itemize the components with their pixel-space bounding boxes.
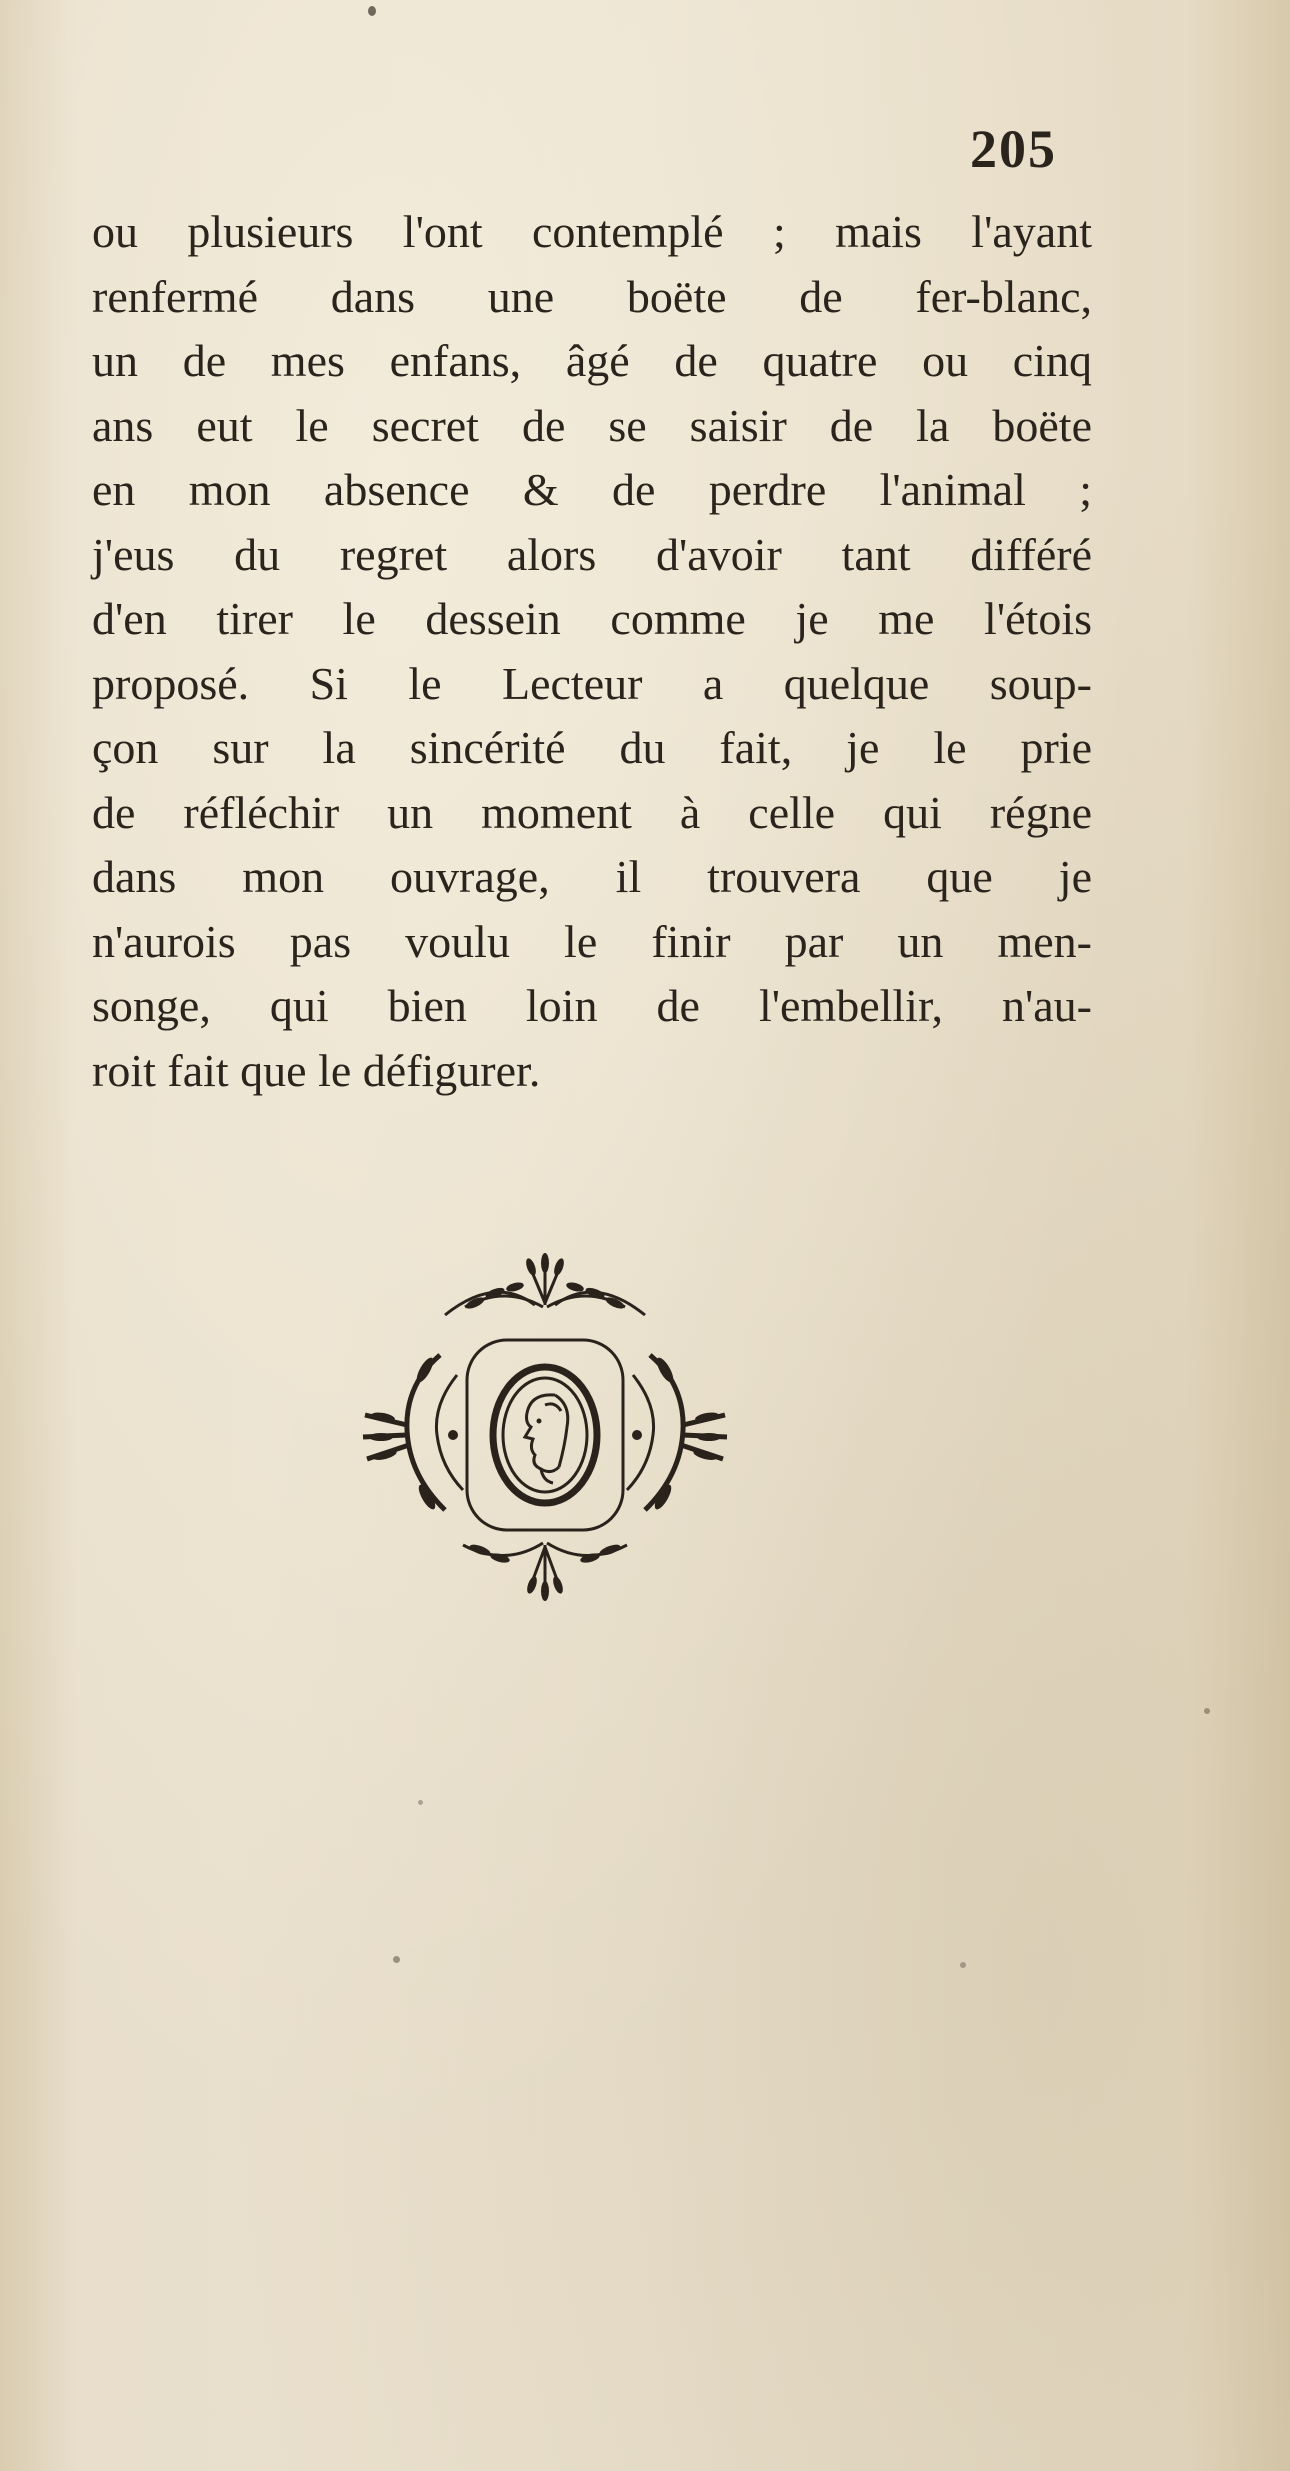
text-line: roit fait que le défigurer. bbox=[92, 1044, 541, 1096]
left-leaf-marks bbox=[369, 1355, 458, 1511]
ink-speck bbox=[960, 1962, 966, 1968]
text-line: j'eus du regret alors d'avoir tant différé bbox=[92, 528, 1092, 580]
cameo-outer-ring bbox=[493, 1367, 597, 1503]
right-leaf-marks bbox=[632, 1355, 721, 1511]
text-line: renfermé dans une boëte de fer-blanc, bbox=[92, 270, 1092, 322]
left-scroll bbox=[363, 1355, 463, 1510]
right-scroll bbox=[627, 1355, 727, 1510]
text-line: ou plusieurs l'ont contemplé ; mais l'ayant bbox=[92, 206, 1092, 257]
ink-speck bbox=[393, 1956, 400, 1963]
text-line: songe, qui bien loin de l'embellir, n'au- bbox=[92, 980, 1092, 1031]
text-line: en mon absence & de perdre l'animal ; bbox=[92, 464, 1092, 515]
ink-speck bbox=[1204, 1708, 1210, 1714]
text-line: d'en tirer le dessein comme je me l'étois bbox=[92, 593, 1092, 644]
text-line: ans eut le secret de se saisir de la boëte bbox=[92, 399, 1092, 451]
text-line: de réfléchir un moment à celle qui régne bbox=[92, 786, 1092, 838]
page-number: 205 bbox=[970, 119, 1057, 179]
text-line: n'aurois pas voulu le finir par un men- bbox=[92, 915, 1092, 967]
body-text bbox=[92, 200, 1092, 1103]
text-line: dans mon ouvrage, il trouvera que je bbox=[92, 851, 1092, 902]
text-line: çon sur la sincérité du fait, je le prie bbox=[92, 722, 1092, 773]
cameo-profile bbox=[525, 1395, 568, 1483]
show-through-text bbox=[700, 1050, 1260, 1690]
ink-speck bbox=[418, 1800, 423, 1805]
text-line: proposé. Si le Lecteur a quelque soup- bbox=[92, 657, 1092, 709]
cameo-vignette-icon bbox=[345, 1245, 745, 1645]
ink-speck bbox=[368, 6, 376, 16]
text-line: un de mes enfans, âgé de quatre ou cinq bbox=[92, 335, 1092, 386]
